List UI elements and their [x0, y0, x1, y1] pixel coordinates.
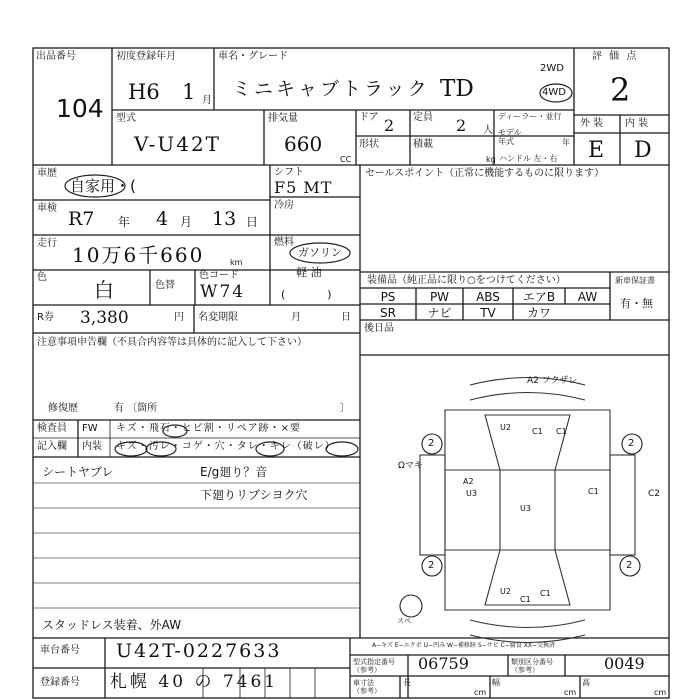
- disp-unit: CC: [340, 155, 352, 164]
- model-label: 型式: [116, 113, 136, 124]
- damage-legend: A−キズ E−エクボ U−凹み W−補修跡 S−サビ C−腐食 XX−交換済: [372, 642, 555, 649]
- interior-text: キズ・汚レ・コゲ・穴・タレ・キレ（破レ）: [116, 441, 336, 452]
- fuel-diesel: 軽 油: [296, 266, 322, 279]
- inspector-label-2: 記入欄: [37, 441, 67, 452]
- drive-4wd: 4WD: [542, 87, 566, 98]
- remark-4: スタッドレス装着、外AW: [42, 618, 182, 632]
- width-label: 幅: [492, 678, 500, 687]
- height-label: 高: [582, 678, 590, 687]
- first-reg-label: 初度登録年月: [116, 51, 176, 62]
- chassis-value: U42T-0227633: [116, 640, 282, 662]
- remark-3: 下廻りリブシヨク穴: [200, 488, 308, 502]
- interior-label: 内装: [82, 441, 102, 452]
- mileage-value: 10万6千660: [72, 243, 205, 267]
- inspect-label: 車検: [37, 203, 57, 214]
- remark-2: E/g廻り？音: [200, 465, 268, 479]
- mileage-unit: km: [230, 258, 243, 267]
- diagram-tire-fl: 2: [428, 438, 435, 449]
- first-reg-month: 1: [182, 80, 196, 104]
- type-cert-value: 06759: [418, 654, 469, 673]
- history-label: 車歴: [37, 168, 57, 179]
- diagram-tire-fr: 2: [628, 438, 635, 449]
- diagram-mark-7: C1: [588, 487, 599, 496]
- equip-leather: カワ: [526, 306, 551, 320]
- diagram-mark-10: C1: [540, 589, 551, 598]
- shift-label: シフト: [274, 167, 304, 178]
- recycle-value: 3,380: [80, 308, 129, 328]
- cap-value: 2: [456, 116, 467, 135]
- color-code-value: W74: [200, 282, 246, 302]
- shift-value: F5 MT: [274, 178, 333, 197]
- diagram-mark-9: C1: [520, 595, 531, 604]
- inspect-day: 13: [212, 208, 237, 230]
- height-unit: cm: [654, 688, 667, 697]
- disp-value: 660: [284, 132, 323, 156]
- drive-2wd: 2WD: [540, 63, 564, 74]
- width-unit: cm: [564, 688, 577, 697]
- class-value: 0049: [604, 654, 645, 673]
- notes-label: 注意事項申告欄（不具合内容等は具体的に記入して下さい）: [37, 337, 307, 348]
- equip-aw: AW: [577, 290, 598, 304]
- shape-label: 形状: [359, 139, 379, 150]
- diagram-tire-rl: 2: [428, 560, 435, 571]
- cap-unit: 人: [483, 125, 493, 136]
- door-label: ドア: [359, 112, 379, 123]
- repair-value: 有 〔箇所: [114, 403, 158, 414]
- equip-abs: ABS: [476, 290, 500, 304]
- int-label: 内 装: [625, 118, 649, 129]
- diagram-mark-2: C1: [532, 427, 543, 436]
- class-label: 類別区分番号 （参考）: [511, 658, 553, 674]
- repair-label: 修復歴: [48, 403, 78, 414]
- dims-label: 車寸法 （参考）: [353, 679, 381, 695]
- model-year-label: モデル 年式: [498, 128, 522, 146]
- inspect-month: 4: [156, 208, 169, 230]
- type-cert-label: 型式指定番号 （参考）: [353, 658, 395, 674]
- reg-label: 登録番号: [40, 677, 80, 688]
- ext-label: 外 装: [580, 118, 604, 129]
- fuel-gasoline: ガソリン: [298, 246, 342, 259]
- warranty-value: 有・無: [620, 297, 653, 310]
- reg-value: 札幌 40 の 7461: [110, 672, 279, 692]
- door-value: 2: [384, 116, 395, 135]
- color-value: 白: [94, 278, 114, 302]
- fw-label: FW: [82, 423, 98, 434]
- eval-score: 2: [610, 71, 631, 109]
- lot-label: 出品番号: [36, 51, 76, 62]
- expiry-month: 月: [291, 312, 301, 323]
- inspect-year-unit: 年: [118, 215, 131, 229]
- diagram-mark-8: U2: [500, 587, 511, 596]
- equip-sr: SR: [380, 306, 396, 320]
- repair-close: 〕: [340, 403, 350, 414]
- model-value: V-U42T: [134, 132, 222, 156]
- fw-text: キズ・飛石・ヒビ割・リペア跡・×要: [116, 423, 301, 434]
- equip-ps: PS: [380, 290, 396, 304]
- ac-label: 冷房: [274, 200, 294, 211]
- equip-airbag: エアB: [522, 290, 556, 304]
- car-name-label: 車名・グレード: [218, 51, 288, 62]
- equip-navi: ナビ: [427, 306, 452, 320]
- diagram-mark-1: U2: [500, 423, 511, 432]
- diagram-mark-5: U3: [466, 489, 477, 498]
- chassis-label: 車台番号: [40, 645, 80, 656]
- diagram-mark-4: A2: [463, 477, 474, 486]
- length-label: 長: [403, 678, 411, 687]
- inspect-month-unit: 月: [180, 215, 193, 229]
- diagram-mark-top: A2 フクザレ: [527, 376, 578, 386]
- equip-pw: PW: [429, 290, 450, 304]
- handle-label: ハンドル 左・右: [499, 154, 558, 163]
- fuel-paren: ( ): [281, 288, 332, 301]
- sales-point-label: セールスポイント（正常に機能するものに限ります）: [365, 168, 605, 179]
- diagram-mark-left: Ωマキ: [398, 461, 423, 471]
- diagram-mark-3: C1: [556, 427, 567, 436]
- cap-label: 定員: [413, 112, 433, 123]
- car-grade: TD: [440, 76, 474, 102]
- recycle-label: R券: [37, 312, 54, 323]
- color-code-label: 色コード: [199, 270, 239, 281]
- lot-number: 104: [56, 94, 104, 123]
- first-reg-era: H6: [128, 80, 160, 104]
- history-value: 自家用・(: [70, 177, 136, 195]
- diagram-mark-6: U3: [520, 504, 531, 513]
- diagram-tire-rr: 2: [626, 560, 633, 571]
- inspector-label-1: 検査員: [37, 423, 67, 434]
- expiry-label: 名変期限: [198, 312, 238, 323]
- diagram-mark-bottom-left: スペ: [397, 617, 411, 625]
- equipment-label: 装備品（純正品に限り○をつけてください）: [367, 275, 566, 286]
- load-label: 積載: [413, 139, 433, 150]
- length-unit: cm: [474, 688, 487, 697]
- int-grade: D: [634, 138, 652, 163]
- warranty-label: 新車保証書: [615, 276, 655, 285]
- color-label: 色: [37, 272, 47, 283]
- color-change-label: 色替: [155, 280, 175, 291]
- year-unit: 年: [562, 138, 570, 147]
- eval-label: 評 価 点: [592, 51, 639, 62]
- disp-label: 排気量: [268, 113, 298, 124]
- inspect-day-unit: 日: [246, 215, 259, 229]
- mileage-label: 走行: [37, 238, 57, 249]
- month-unit: 月: [202, 95, 212, 106]
- after-items-label: 後日品: [364, 323, 394, 334]
- load-unit: kg: [486, 155, 496, 164]
- car-name: ミニキャブトラック: [232, 78, 430, 100]
- diagram-mark-right: C2: [648, 489, 661, 499]
- recycle-unit: 円: [174, 312, 184, 323]
- fuel-label: 燃料: [274, 237, 294, 248]
- inspect-era: R7: [68, 208, 95, 230]
- remark-1: シートヤブレ: [42, 465, 114, 479]
- expiry-day: 日: [341, 312, 351, 323]
- equip-tv: TV: [480, 306, 496, 320]
- ext-grade: E: [588, 138, 605, 163]
- dealer-label: ディーラー・並行: [498, 112, 562, 121]
